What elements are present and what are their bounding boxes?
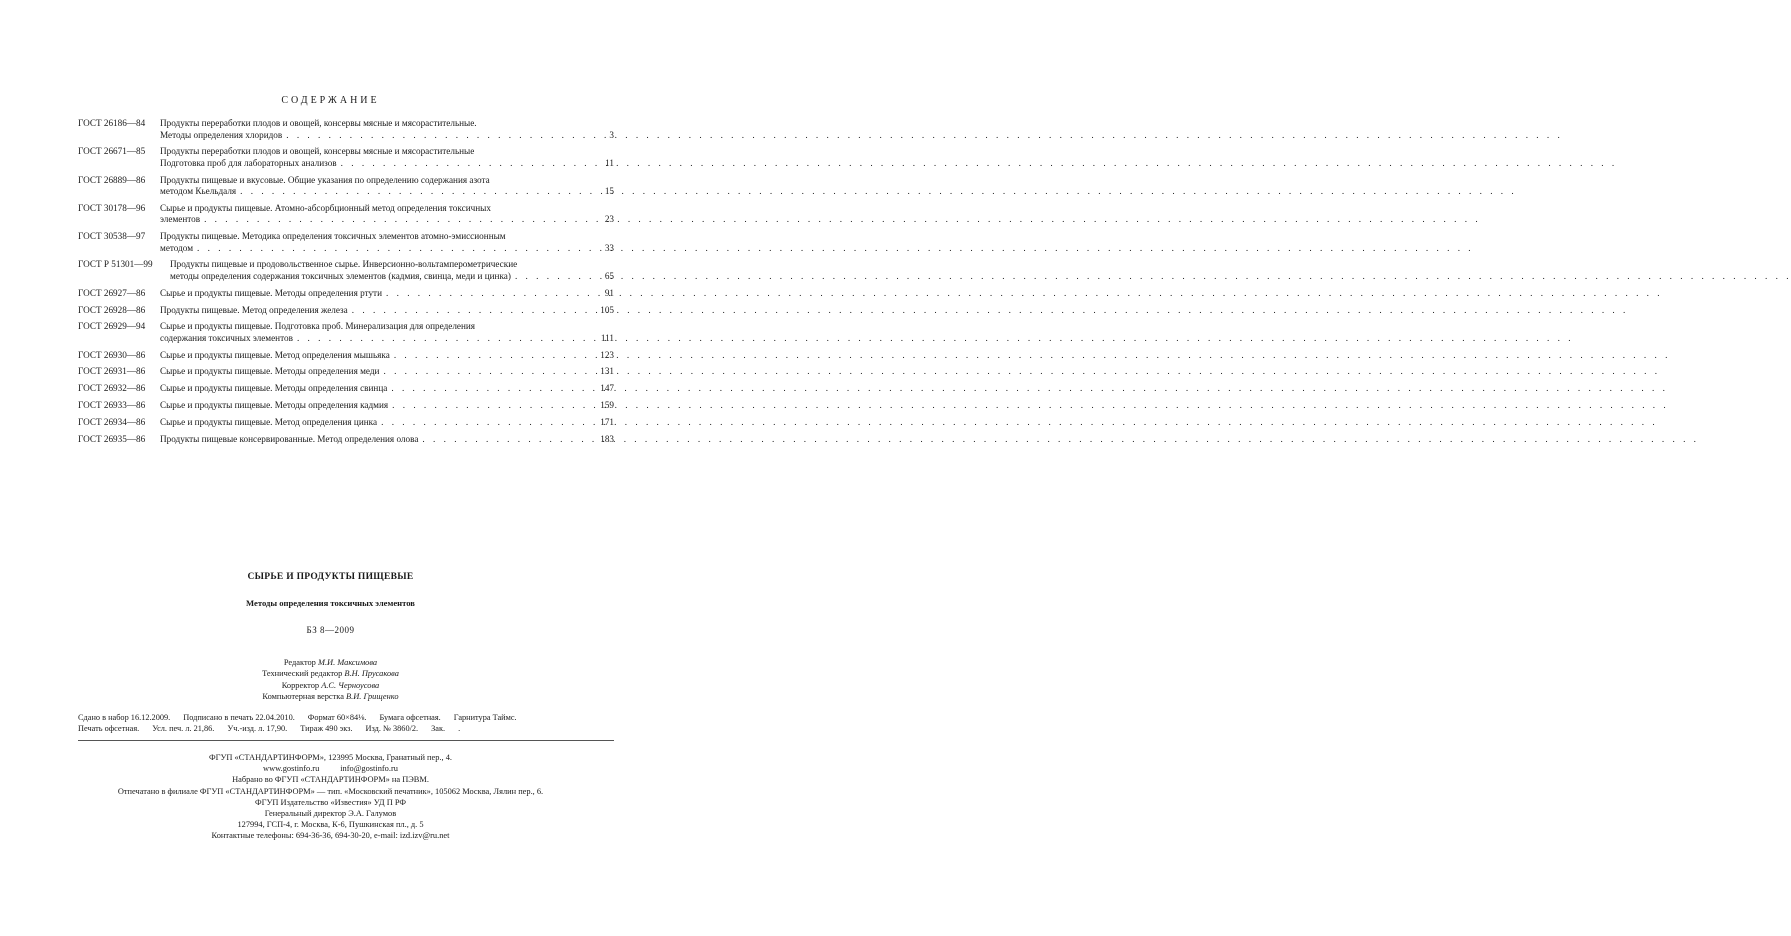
credit-line [0,691,661,702]
toc-line [78,175,614,187]
toc-entry [78,350,614,362]
toc-code: ГОСТ 26930—86 [78,349,146,360]
credit-role: Компьютерная верстка [262,691,347,701]
editorial-credits [0,657,661,702]
toc-entry [78,259,614,282]
toc-page-number: 159 [600,400,614,411]
credit-name: М.И. Максимова [317,658,378,667]
toc-line [78,288,614,300]
toc-leader [240,186,599,198]
toc-leader [515,271,599,283]
book-subtitle: Методы определения токсичных элементов [246,598,415,608]
toc-code: ГОСТ 26671—85 [78,146,146,157]
toc-text: Продукты пищевые. Метод определения железа [160,304,348,315]
toc-code: ГОСТ 30538—97 [78,231,146,242]
toc-text: элементов [160,214,201,225]
toc-entry [78,231,614,254]
toc-entry [78,400,614,412]
imprint-item: Усл. печ. л. 21,86. [152,724,215,733]
toc-line [78,271,614,283]
publisher-line: www.gostinfo.ru info@gostinfo.ru [263,764,398,774]
toc-leader [352,305,597,317]
toc-text: Сырье и продукты пищевые. Методы определения ртути [160,287,382,298]
imprint-item: Подписано в печать 22.04.2010. [183,713,295,722]
toc-line [78,259,614,271]
toc-line [78,333,614,345]
imprint-item: Тираж 490 экз. [300,724,353,733]
toc-leader [297,333,598,345]
toc-page-number: 33 [604,242,614,253]
toc-page-number: 3 [609,129,614,140]
book-title: СЫРЬЕ И ПРОДУКТЫ ПИЩЕВЫЕ [247,572,414,582]
imprint-row-2 [78,723,618,734]
toc-text: Методы определения хлоридов [160,129,283,140]
toc-code: ГОСТ 26935—86 [78,433,146,444]
toc-text: Сырье и продукты пищевые. Методы определения кадмия [160,400,389,411]
toc-code: ГОСТ 26186—84 [78,118,146,128]
toc-page-number: 183 [600,433,614,444]
toc-code: ГОСТ 26934—86 [78,416,146,427]
toc-leader [341,158,599,170]
toc-page-number: 131 [600,366,614,377]
toc-leader [386,288,599,300]
toc-entry [78,383,614,395]
toc-page-number: 123 [600,349,614,360]
credit-role: Технический редактор [262,669,345,679]
toc-text: содержания токсичных элементов [160,332,293,343]
credit-line [0,657,661,668]
toc-line [78,383,614,395]
imprint-item: Зак. [431,724,446,733]
contents-heading: СОДЕРЖАНИЕ [281,95,380,106]
toc-leader [381,417,597,429]
toc-text: Продукты пищевые и продовольственное сырье. Инверсионно-вольтамперометрические [170,259,518,270]
publisher-info [0,752,661,842]
toc-text: Сырье и продукты пищевые. Метод определения мышьяка [160,349,390,360]
toc-page-number: 11 [605,157,614,168]
imprint-row-1 [78,712,618,723]
credit-role: Корректор [281,680,322,690]
toc-line [78,203,614,215]
toc-code: ГОСТ 26889—86 [78,174,146,185]
toc-entry [78,146,614,169]
toc-leader [422,434,597,446]
toc-text: Продукты переработки плодов и овощей, консервы мясные и мясорастительные. [160,118,477,128]
toc-line [78,366,614,378]
imprint-item: Формат 60×84⅛. [307,713,367,722]
publisher-line: 127994, ГСП-4, г. Москва, К-6, Пушкинская пл., д. 5 [237,820,424,830]
imprint-item: . [458,724,461,733]
toc-entry [78,175,614,198]
credit-name: В.И. Грищенко [346,691,399,701]
toc-leader [391,383,597,395]
imprint [78,712,618,734]
toc-leader [394,350,597,362]
toc-text: Продукты пищевые. Методика определения токсичных элементов атомно-эмиссионным [160,231,506,242]
toc-leader [392,400,597,412]
toc-line [78,417,614,429]
toc-page-number: 147 [600,383,614,394]
toc-entry [78,417,614,429]
imprint-item: Уч.-изд. л. 17,90. [227,724,288,733]
table-of-contents [78,118,614,450]
toc-line [78,400,614,412]
toc-text: Продукты пищевые и вкусовые. Общие указания по определению содержания азота [160,174,490,185]
imprint-item: Сдано в набор 16.12.2009. [78,713,171,722]
toc-text: Сырье и продукты пищевые. Атомно-абсорбционный метод определения токсичных [160,202,491,213]
toc-page-number: 65 [604,270,614,281]
credit-name: В.Н. Прусакова [344,669,399,679]
divider [78,740,614,741]
toc-entry [78,366,614,378]
credit-line [0,668,661,679]
credit-name: А.С. Черноусова [321,680,380,690]
toc-line [78,214,614,226]
toc-entry [78,118,614,141]
publisher-line: Отпечатано в филиале ФГУП «СТАНДАРТИНФОРМ» — тип. «Московский печатник», 105062 Москва, Лялин пер., 6. [117,786,544,796]
toc-line [78,231,614,243]
imprint-item: Бумага офсетная. [379,713,441,722]
toc-page-number: 171 [600,416,614,427]
toc-page-number: 105 [600,304,614,315]
toc-leader [286,130,599,142]
toc-line [78,434,614,446]
toc-text: Сырье и продукты пищевые. Методы определения свинца [160,383,388,394]
toc-leader [383,366,597,378]
toc-line [78,130,614,142]
toc-page-number: 23 [604,214,614,225]
book-id: БЗ 8—2009 [306,625,355,635]
toc-entry [78,288,614,300]
toc-page-number: 111 [600,332,614,343]
credit-role: Редактор [283,658,318,667]
toc-text: Сырье и продукты пищевые. Подготовка проб. Минерализация для определения [160,321,476,332]
publisher-line: Набрано во ФГУП «СТАНДАРТИНФОРМ» на ПЭВМ. [232,775,429,785]
toc-line [78,350,614,362]
toc-line [78,305,614,317]
toc-line [78,146,614,158]
toc-text: методом Кьельдаля [160,186,237,197]
toc-code: ГОСТ 26928—86 [78,304,146,315]
toc-text: Продукты переработки плодов и овощей, консервы мясные и мясорастительные [160,146,475,157]
toc-line [78,158,614,170]
credit-line [0,680,661,691]
toc-line [78,186,614,198]
toc-text: Сырье и продукты пищевые. Метод определения цинка [160,416,378,427]
toc-entry [78,321,614,344]
toc-line [78,243,614,255]
imprint-item: Гарнитура Таймс. [453,713,517,722]
toc-text: методы определения содержания токсичных элементов (кадмия, свинца, меди и цинка) [170,270,511,281]
toc-entry [78,203,614,226]
publisher-line: Контактные телефоны: 694-36-36, 694-30-20, e-mail: izd.izv@ru.net [211,831,450,841]
imprint-item: Изд. № 3860/2. [365,724,419,733]
toc-code: ГОСТ 30178—96 [78,202,146,213]
toc-code: ГОСТ Р 51301—99 [78,259,153,270]
toc-entry [78,434,614,446]
toc-text: методом [160,242,194,253]
toc-code: ГОСТ 26933—86 [78,400,146,411]
publisher-line: Генеральный директор Э.А. Галумов [264,809,397,819]
toc-text: Продукты пищевые консервированные. Метод определения олова [160,433,419,444]
publisher-line: ФГУП «СТАНДАРТИНФОРМ», 123995 Москва, Гранатный пер., 4. [209,753,452,762]
toc-code: ГОСТ 26931—86 [78,366,146,377]
toc-line [78,118,614,130]
imprint-item: Печать офсетная. [78,724,140,733]
toc-leader [197,243,599,255]
toc-code: ГОСТ 26929—94 [78,321,146,332]
publisher-line: ФГУП Издательство «Известия» УД П РФ [255,797,406,807]
toc-text: Подготовка проб для лабораторных анализов [160,157,337,168]
toc-leader [204,214,599,226]
toc-entry [78,305,614,317]
toc-code: ГОСТ 26932—86 [78,383,146,394]
toc-page-number: 91 [604,287,614,298]
toc-text: Сырье и продукты пищевые. Методы определения меди [160,366,380,377]
toc-page-number: 15 [604,186,614,197]
toc-line [78,321,614,333]
toc-code: ГОСТ 26927—86 [78,287,146,298]
